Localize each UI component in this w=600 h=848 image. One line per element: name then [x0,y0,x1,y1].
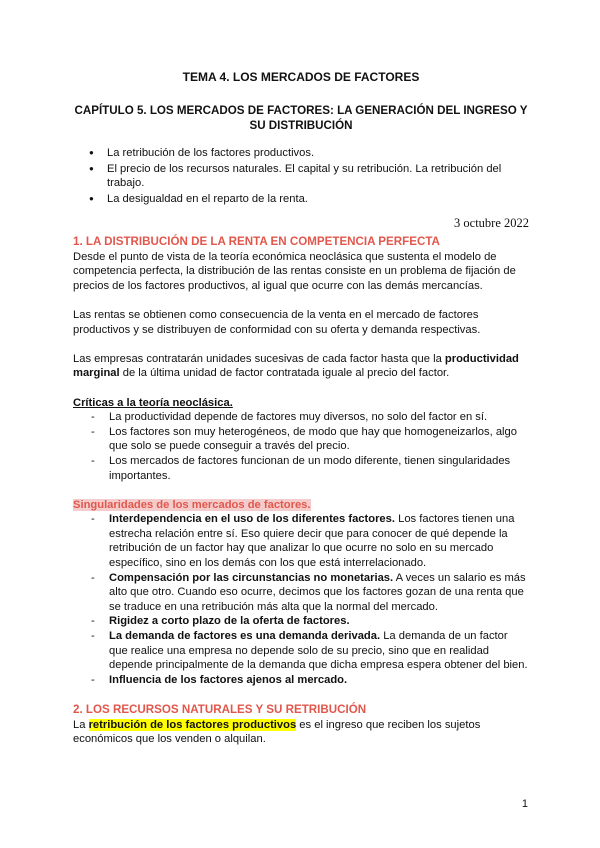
list-item: - Los mercados de factores funcionan de un modo diferente, tienen singularidades importantes. [91,454,529,483]
criticas-heading: Críticas a la teoría neoclásica. [73,396,233,409]
singularidades-heading: Singularidades de los mercados de factores. [73,498,311,511]
highlighted-term: retribución de los factores productivos [88,718,297,731]
topic-item: ● La desigualdad en el reparto de la renta. [89,192,529,207]
criticas-list [73,410,529,483]
topic-item: ● La retribución de los factores productivos. [89,146,529,161]
section-1 [73,235,529,687]
section-2-heading: 2. LOS RECURSOS NATURALES Y SU RETRIBUCIÓN [73,703,367,716]
topic-item: ● El precio de los recursos naturales. El capital y su retribución. La retribución del trabajo. [89,162,529,191]
document-title: TEMA 4. LOS MERCADOS DE FACTORES [182,70,420,84]
section-1-heading: 1. LA DISTRIBUCIÓN DE LA RENTA EN COMPETENCIA PERFECTA [73,235,440,248]
chapter-title: CAPÍTULO 5. LOS MERCADOS DE FACTORES: LA GENERACIÓN DEL INGRESO Y SU DISTRIBUCIÓN [74,104,528,132]
section-2 [73,703,529,747]
page-number: 1 [521,798,528,810]
bold-term: productividad marginal [73,352,519,380]
date-label: 3 octubre 2022 [454,216,529,230]
list-item: - Influencia de los factores ajenos al mercado. [91,673,529,688]
topic-list [89,146,529,207]
list-item: - Interdependencia en el uso de los diferentes factores. Los factores tienen una estrecha relación entre sí. Eso quiere decir que para conocer de qué depende la retribución de un factor hay que analizar lo que ocurre no solo en su mercado específico, sino en los demás con los que está interrelacionado. [91,512,529,570]
paragraph: La retribución de los factores productivos es el ingreso que reciben los sujetos económicos que los venden o alquilan. [73,718,481,746]
singularidades-list [73,512,529,687]
list-item: - Compensación por las circunstancias no monetarias. A veces un salario es más alto que otro. Cuando eso ocurre, decimos que los factores gozan de una renta que se traduce en una retribución más alta que la normal del mercado. [91,571,529,615]
list-item: - La productividad depende de factores muy diversos, no solo del factor en sí. [91,410,529,425]
paragraph: Las rentas se obtienen como consecuencia de la venta en el mercado de factores productivos y se distribuyen de conformidad con su oferta y demanda respectivas. [73,308,481,336]
list-item: - Los factores son muy heterogéneos, de modo que hay que homogeneizarlos, algo que solo se puede conseguir a través del precio. [91,425,529,454]
list-item: - La demanda de factores es una demanda derivada. La demanda de un factor que realice una empresa no depende solo de su precio, sino que en realidad depende principalmente de la demanda que dicha empresa espera obtener del bien. [91,629,529,673]
list-item: - Rigidez a corto plazo de la oferta de factores. [91,614,529,629]
paragraph: Desde el punto de vista de la teoría económica neoclásica que sustenta el modelo de competencia perfecta, la distribución de las rentas consiste en un problema de fijación de precios de los factores productivos, al igual que ocurre con las demás mercancías. [73,250,516,292]
paragraph: Las empresas contratarán unidades sucesivas de cada factor hasta que la productividad marginal de la última unidad de factor contratada iguale al precio del factor. [73,352,519,380]
